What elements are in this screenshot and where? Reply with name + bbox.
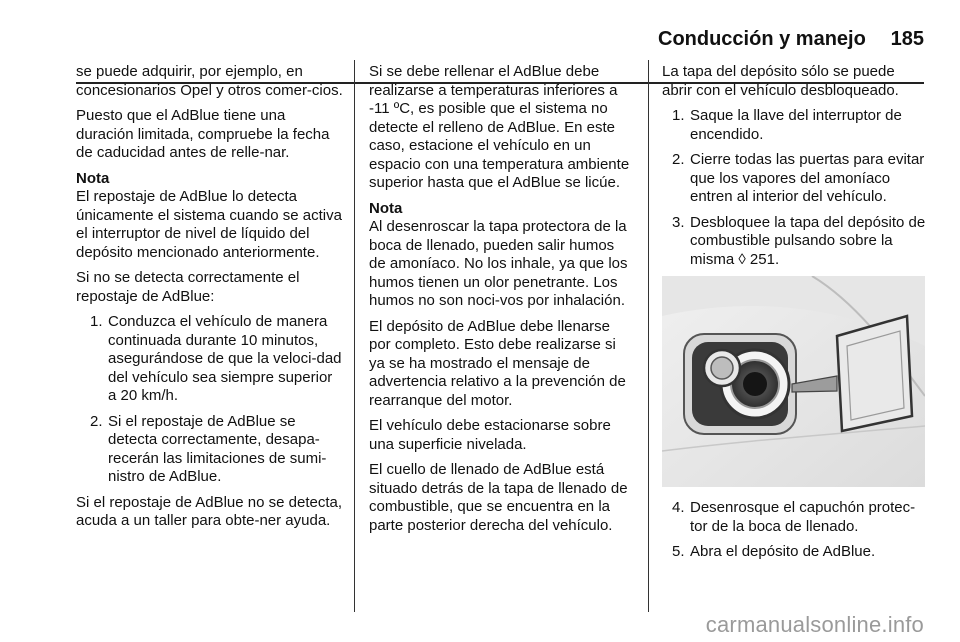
column-2	[369, 63, 635, 542]
column-1	[76, 63, 344, 538]
list-text: Desenrosque el capuchón protec-tor de la boca de llenado.	[690, 499, 916, 535]
reference-page: 251.	[745, 250, 780, 268]
column-divider-1	[354, 60, 355, 612]
section-title: Conducción y manejo	[658, 28, 866, 50]
paragraph: El cuello de llenado de AdBlue está situado detrás de la tapa de llenado de combustible, que se encuentra en la parte posterior derecha del vehículo.	[369, 461, 628, 534]
list-text-body: Desbloquee la tapa del depósito de combustible pulsando sobre la misma	[690, 213, 926, 268]
list-item	[662, 214, 926, 270]
numbered-list	[662, 499, 926, 562]
list-item	[76, 313, 344, 406]
page-number: 185	[890, 28, 924, 50]
note-text: El repostaje de AdBlue lo detecta únicamente el sistema cuando se activa el interruptor de nivel de líquido del depósito mencionado anteriormente.	[76, 188, 342, 261]
numbered-list	[662, 107, 926, 269]
column-3	[662, 63, 926, 569]
list-item	[662, 499, 926, 536]
list-text: Si el repostaje de AdBlue se detecta correctamente, desapa-recerán las limitaciones de sumi-nistro de AdBlue.	[108, 412, 327, 485]
page-reference-link[interactable]	[738, 251, 779, 268]
fuel-filler-svg	[662, 276, 925, 487]
list-item	[662, 543, 926, 562]
list-item	[662, 107, 926, 144]
page-header	[0, 28, 960, 58]
paragraph: Si no se detecta correctamente el repostaje de AdBlue:	[76, 269, 300, 305]
list-number: 3.	[672, 213, 685, 231]
numbered-list	[76, 313, 344, 487]
list-text	[690, 214, 926, 270]
paragraph: La tapa del depósito sólo se puede abrir con el vehículo desbloqueado.	[662, 63, 899, 99]
list-item	[662, 151, 926, 207]
list-text: Conduzca el vehículo de manera continuada durante 10 minutos, asegurándose de que la veloci-dad del vehículo sea siempre superior a 20 km/h.	[108, 313, 342, 404]
paragraph: se puede adquirir, por ejemplo, en concesionarios Opel y otros comer-cios.	[76, 63, 343, 99]
reference-arrow-icon: ◊	[738, 250, 746, 268]
paragraph: Si se debe rellenar el AdBlue debe realizarse a temperaturas inferiores a -11 ºC, es posible que el sistema no detecte el relleno de AdBlue. En este caso, estacione el vehículo en un espacio con una temperatura ambiente superior hasta que el AdBlue se licúe.	[369, 63, 630, 191]
fuel-filler-illustration	[662, 276, 925, 487]
note-text: Al desenroscar la tapa protectora de la boca de llenado, pueden salir humos de amoníaco. No los inhale, ya que los humos tienen un olor penetrante. Los humos no son noci-vos por inhalación.	[369, 218, 628, 309]
list-text: Abra el depósito de AdBlue.	[690, 543, 876, 560]
column-divider-2	[648, 60, 649, 612]
list-text: Saque la llave del interruptor de encendido.	[690, 107, 902, 143]
note-title: Nota	[369, 199, 403, 217]
watermark-brand: carmanualsonline.info	[705, 612, 924, 637]
paragraph: El vehículo debe estacionarse sobre una superficie nivelada.	[369, 417, 611, 453]
note-title: Nota	[76, 169, 110, 187]
list-number: 1.	[90, 313, 103, 330]
paragraph: Puesto que el AdBlue tiene una duración limitada, compruebe la fecha de caducidad antes de relle-nar.	[76, 107, 330, 161]
list-number: 2.	[90, 412, 103, 430]
paragraph: El depósito de AdBlue debe llenarse por completo. Esto debe realizarse si ya se ha mostrado el mensaje de advertencia relativo a la prevención de rearranque del motor.	[369, 317, 626, 409]
list-number: 1.	[672, 107, 685, 124]
list-text: Cierre todas las puertas para evitar que los vapores del amoníaco entren al interior del vehículo.	[690, 151, 925, 205]
list-number: 2.	[672, 151, 685, 168]
paragraph: Si el repostaje de AdBlue no se detecta, acuda a un taller para obte-ner ayuda.	[76, 493, 343, 529]
list-number: 4.	[672, 499, 685, 516]
list-number: 5.	[672, 543, 685, 560]
list-item	[76, 413, 344, 487]
